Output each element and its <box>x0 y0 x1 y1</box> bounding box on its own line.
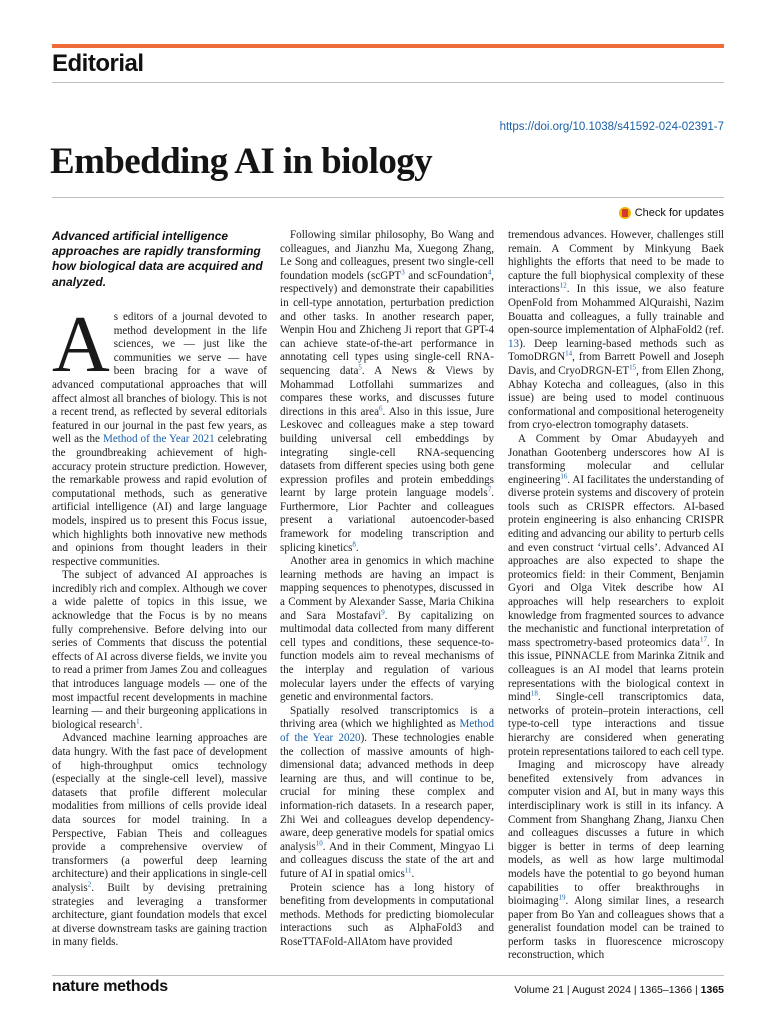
body-column-1: As editors of a journal devoted to method development in the life sciences, we — just like the communities we serve — have been bracing for a wave of advanced computational approaches that will affect almost all branches of biology. This is not a recent trend, as reflected by several editorials featured in our journal in the past few years, as well as the Method of the Year 2021 celebrating the groundbreaking achievement of high-accuracy protein structure prediction. However, the remarkable prowess and rapid evolution of computational methods, such as generative artificial intelligence (AI) and large language models, inspired us to present this Focus issue, which highlights both innovative new methods and opinions from thought leaders in their respective communities. The subject of advanced AI approaches is incredibly rich and complex. Although we cover a wide palette of topics in this issue, we acknowledge that the Focus is by no means fully comprehensive. Before delving into our series of Comments that discuss the potential effects of AI across diverse fields, we invite you to read a primer from James Zou and colleagues that introduces language models — one of the most impactful recent developments in machine learning — and their burgeoning applications in biological research$^1$. Advanced machine learning approaches are data hungry. With the fast pace of development of high-throughput omics technology (especially at the single-cell level), massive datasets that profile different molecular modalities from millions of cells provide ideal data sources for model training. In a Perspective, Fabian Theis and colleagues provide a comprehensive overview of transformers (a powerful deep learning architecture) and their applications in single-cell analysis$^2$. Built by devising pretraining strategies and leveraging a transformer architecture, giant foundation models that excel at diverse downstream tasks are gaining traction in many fields. <box>52 301 267 949</box>
accent-rule <box>52 44 724 48</box>
standfirst: Advanced artificial intelligence approaches are rapidly transforming how biological data are acquired and analyzed. <box>52 229 263 289</box>
volume-info <box>514 984 724 996</box>
section-label: Editorial <box>52 50 144 77</box>
article-title: Embedding AI in biology <box>50 141 433 182</box>
volume-text: Volume 21 | August 2024 | 1365–1366 | <box>514 984 701 996</box>
check-updates-label: Check for updates <box>634 207 724 219</box>
journal-name: nature methods <box>52 978 168 995</box>
check-updates-button[interactable] <box>619 207 724 219</box>
doi-link[interactable]: https://doi.org/10.1038/s41592-024-02391-7 <box>499 121 724 133</box>
title-rule <box>52 197 724 198</box>
header-rule <box>52 82 724 83</box>
footer-rule <box>52 975 724 976</box>
page-number: 1365 <box>700 984 724 996</box>
check-updates-icon <box>619 207 631 219</box>
body-column-2: Following similar philosophy, Bo Wang and colleagues, and Jianzhu Ma, Xuegong Zhang, Le Song and colleagues, present two single-cell foundation models (scGPT$^3$ and scFoundation$^4$, respectively) and demonstrate their capabilities in cell-type annotation, perturbation prediction and other tasks. In another research paper, Wenpin Hou and Zhicheng Ji report that GPT-4 can achieve state-of-the-art performance in annotating cell types using single-cell RNA-sequencing data$^5$. A News & Views by Mohammad Lotfollahi summarizes and compares these works, and discusses future directions in this area$^6$. Also in this issue, Jure Leskovec and colleagues make a step toward building universal cell embeddings by integrating single-cell RNA-sequencing datasets from different species using both gene expression profiles and protein embeddings learnt by large protein language models$^7$. Furthermore, Lior Pachter and colleagues present a variational autoencoder-based framework for modeling transcription and splicing kinetics$^8$. Another area in genomics in which machine learning methods are having an impact is mapping sequences to phenotypes, discussed in a Comment by Alexander Sasse, Maria Chikina and Sara Mostafavi$^9$. By capitalizing on multimodal data collected from many different cell types and conditions, these sequence-to-function models aim to reveal mechanisms of the interplay and regulation of various molecular layers under the effects of varying genetic and environmental factors. Spatially resolved transcriptomics is a thriving area (which we highlighted as Method of the Year 2020). These technologies enable the collection of massive amounts of high-dimensional data; advanced methods in deep learning are thus, and will continue to be, crucial for mining these complex and information-rich datasets. In a research paper, Zhi Wei and colleagues develop dependency-aware, deep generative models for spatial omics analysis$^{10}$. And in their Comment, Mingyao Li and colleagues discuss the state of the art and future of AI in spatial omics$^{11}$. Protein science has a long history of benefiting from developments in computational methods. Methods for predicting biomolecular interactions such as AlphaFold3 and RoseTTAFold-AllAtom have provided <box>280 229 494 948</box>
body-column-3: tremendous advances. However, challenges still remain. A Comment by Minkyung Baek highlights the efforts that need to be made to capture the full biophysical complexity of these interactions$^{12}$. In this issue, we also feature OpenFold from Mohammed AlQuraishi, Nazim Bouatta and colleagues, a fully trainable and open-source implementation of AlphaFold2 (ref. 13). Deep learning-based methods such as TomoDRGN$^{14}$, from Barrett Powell and Joseph Davis, and CryoDRGN-ET$^{15}$, from Ellen Zhong, Abhay Kotecha and colleagues, (also in this issue) are being used to model continuous conformational and compositional heterogeneity from cryo-electron tomography datasets. A Comment by Omar Abudayyeh and Jonathan Gootenberg underscores how AI is transforming molecular and cellular engineering$^{16}$. AI facilitates the understanding of diverse protein systems and discovery of protein tools such as CRISPR effectors. AI-based protein engineering is also enhancing CRISPR editing and advancing our ability to perturb cells and even construct ‘virtual cells’. Advanced AI approaches are also expected to shape the proteomics field: in their Comment, Benjamin Gyori and Olga Vitek describe how AI approaches will help researchers to exploit knowledge from fragmented sources to advance the mechanistic and functional interpretation of mass spectrometry-based proteomics data$^{17}$. In this issue, PINNACLE from Marinka Zitnik and colleagues is an AI model that learns protein representations with the biological context in mind$^{18}$. Single-cell transcriptomics data, networks of protein–protein interactions, cell type-to-cell type interactions and tissue hierarchy are considered when generating protein representations tailored to each cell type. Imaging and microscopy have already benefited extensively from advances in computer vision and AI, but in many ways this interdisciplinary work is still in its infancy. A Comment from Shanghang Zhang, Jianxu Chen and colleagues discusses a future in which bigger is better in terms of deep learning models, as well as how large multimodal models have the potential to go beyond human capabilities to offer breakthroughs in bioimaging$^{19}$. Along similar lines, a research paper from Bo Yan and colleagues shows that a generalist foundation model can be trained to perform tasks in fluorescence microscopy reconstruction, which <box>508 229 725 962</box>
